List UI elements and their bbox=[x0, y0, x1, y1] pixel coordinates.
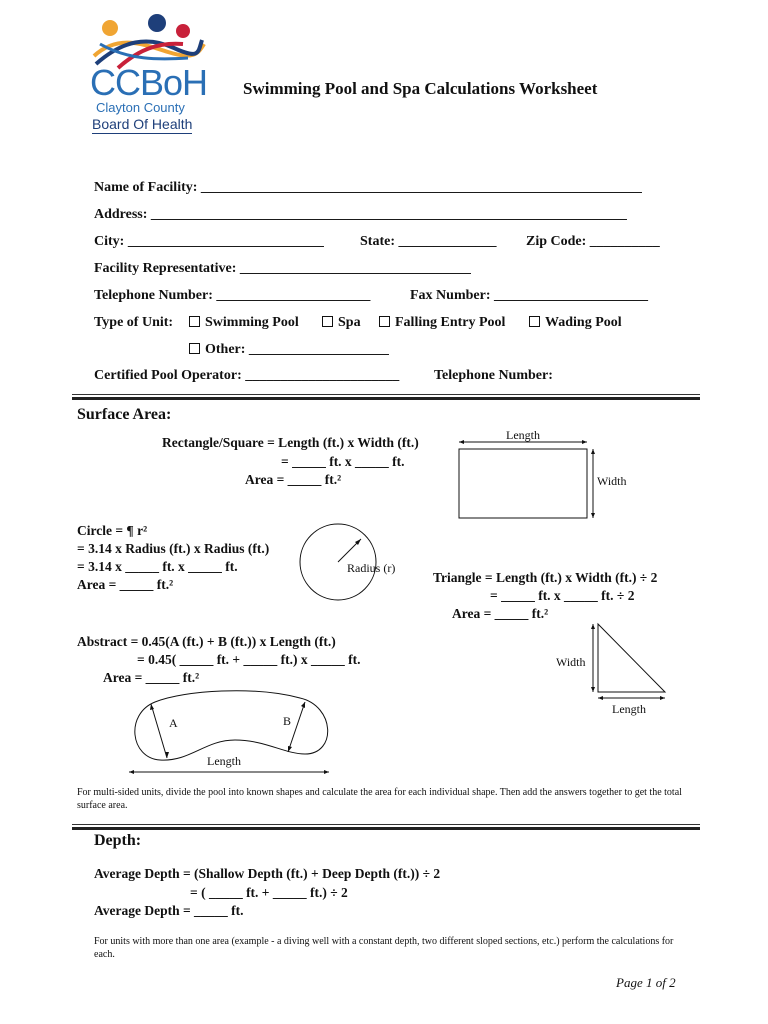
checkbox-swimming-pool[interactable] bbox=[189, 315, 299, 331]
checkbox-icon bbox=[189, 343, 200, 354]
divider bbox=[72, 827, 700, 830]
rectangle-substitution: = _____ ft. x _____ ft. bbox=[281, 454, 405, 469]
telephone-field[interactable]: Telephone Number: ______________________ bbox=[94, 288, 371, 303]
triangle-formula: Triangle = Length (ft.) x Width (ft.) ÷ 2 bbox=[433, 570, 658, 585]
cpo-telephone-field[interactable]: Telephone Number: bbox=[434, 368, 553, 383]
cpo-field[interactable]: Certified Pool Operator: ______________________ bbox=[94, 368, 400, 383]
checkbox-spa[interactable] bbox=[322, 315, 361, 331]
circle-formula: Circle = ¶ r² bbox=[77, 523, 148, 538]
depth-formula: Average Depth = (Shallow Depth (ft.) + Deep Depth (ft.)) ÷ 2 bbox=[94, 866, 441, 881]
checkbox-icon bbox=[379, 316, 390, 327]
divider bbox=[72, 394, 700, 395]
circle-area: Area = _____ ft.² bbox=[77, 577, 174, 592]
rectangle-area: Area = _____ ft.² bbox=[245, 472, 342, 487]
rectangle-length-label: Length bbox=[506, 428, 540, 442]
checkbox-icon bbox=[322, 316, 333, 327]
triangle-width-label: Width bbox=[556, 655, 586, 669]
abstract-b-label: B bbox=[283, 714, 292, 728]
divider bbox=[72, 397, 700, 400]
checkbox-icon bbox=[189, 316, 200, 327]
abstract-formula: Abstract = 0.45(A (ft.) + B (ft.)) x Length (ft.) bbox=[77, 634, 336, 649]
abstract-area: Area = _____ ft.² bbox=[103, 670, 200, 685]
city-field[interactable]: City: ____________________________ bbox=[94, 234, 324, 249]
abstract-length-label: Length bbox=[207, 754, 241, 768]
unit-type-label: Type of Unit: bbox=[94, 315, 174, 330]
representative-field[interactable]: Facility Representative: _________________________________ bbox=[94, 261, 471, 276]
circle-formula-expanded: = 3.14 x Radius (ft.) x Radius (ft.) bbox=[77, 541, 270, 556]
circle-radius-label: Radius (r) bbox=[347, 561, 396, 575]
depth-result: Average Depth = _____ ft. bbox=[94, 903, 244, 918]
address-field[interactable]: Address: ____________________________________________________________________ bbox=[94, 207, 627, 222]
divider bbox=[72, 824, 700, 825]
checkbox-wading-pool[interactable] bbox=[529, 315, 622, 331]
state-field[interactable]: State: ______________ bbox=[360, 234, 497, 249]
checkbox-label: Swimming Pool bbox=[205, 315, 299, 330]
logo bbox=[88, 14, 208, 136]
logo-acronym: CCBoH bbox=[90, 62, 208, 103]
surface-area-heading: Surface Area: bbox=[77, 406, 172, 423]
page-number: Page 1 of 2 bbox=[616, 975, 676, 990]
other-field[interactable]: Other: ____________________ bbox=[205, 342, 389, 357]
abstract-a-label: A bbox=[169, 716, 178, 730]
abstract-substitution: = 0.45( _____ ft. + _____ ft.) x _____ ft. bbox=[137, 652, 361, 667]
rectangle-width-label: Width bbox=[597, 474, 627, 488]
triangle-substitution: = _____ ft. x _____ ft. ÷ 2 bbox=[490, 588, 635, 603]
surface-area-note: For multi-sided units, divide the pool into known shapes and calculate the area for each individual shape. Then add the answers together to get the total surface area. bbox=[77, 787, 682, 811]
facility-name-field[interactable]: Name of Facility: _______________________________________________________________ bbox=[94, 180, 642, 195]
rectangle-diagram bbox=[455, 435, 605, 535]
circle-substitution: = 3.14 x _____ ft. x _____ ft. bbox=[77, 559, 238, 574]
rectangle-formula: Rectangle/Square = Length (ft.) x Width (ft.) bbox=[162, 435, 419, 450]
checkbox-icon bbox=[529, 316, 540, 327]
page-title: Swimming Pool and Spa Calculations Worksheet bbox=[243, 79, 598, 98]
logo-line1: Clayton County bbox=[96, 100, 185, 115]
depth-substitution: = ( _____ ft. + _____ ft.) ÷ 2 bbox=[190, 885, 348, 900]
zip-field[interactable]: Zip Code: __________ bbox=[526, 234, 660, 249]
logo-line2: Board Of Health bbox=[92, 116, 193, 132]
checkbox-label: Falling Entry Pool bbox=[395, 315, 506, 330]
checkbox-other[interactable] bbox=[189, 342, 389, 358]
depth-heading: Depth: bbox=[94, 832, 142, 849]
triangle-area: Area = _____ ft.² bbox=[452, 606, 549, 621]
triangle-diagram bbox=[590, 620, 670, 710]
checkbox-label: Spa bbox=[338, 315, 361, 330]
checkbox-label: Wading Pool bbox=[545, 315, 622, 330]
checkbox-falling-entry-pool[interactable] bbox=[379, 315, 505, 331]
depth-note: For units with more than one area (example - a diving well with a constant depth, two different sloped sections, etc.) perform the calculations for each. bbox=[94, 936, 674, 960]
fax-field[interactable]: Fax Number: ______________________ bbox=[410, 288, 648, 303]
triangle-length-label: Length bbox=[612, 702, 646, 716]
